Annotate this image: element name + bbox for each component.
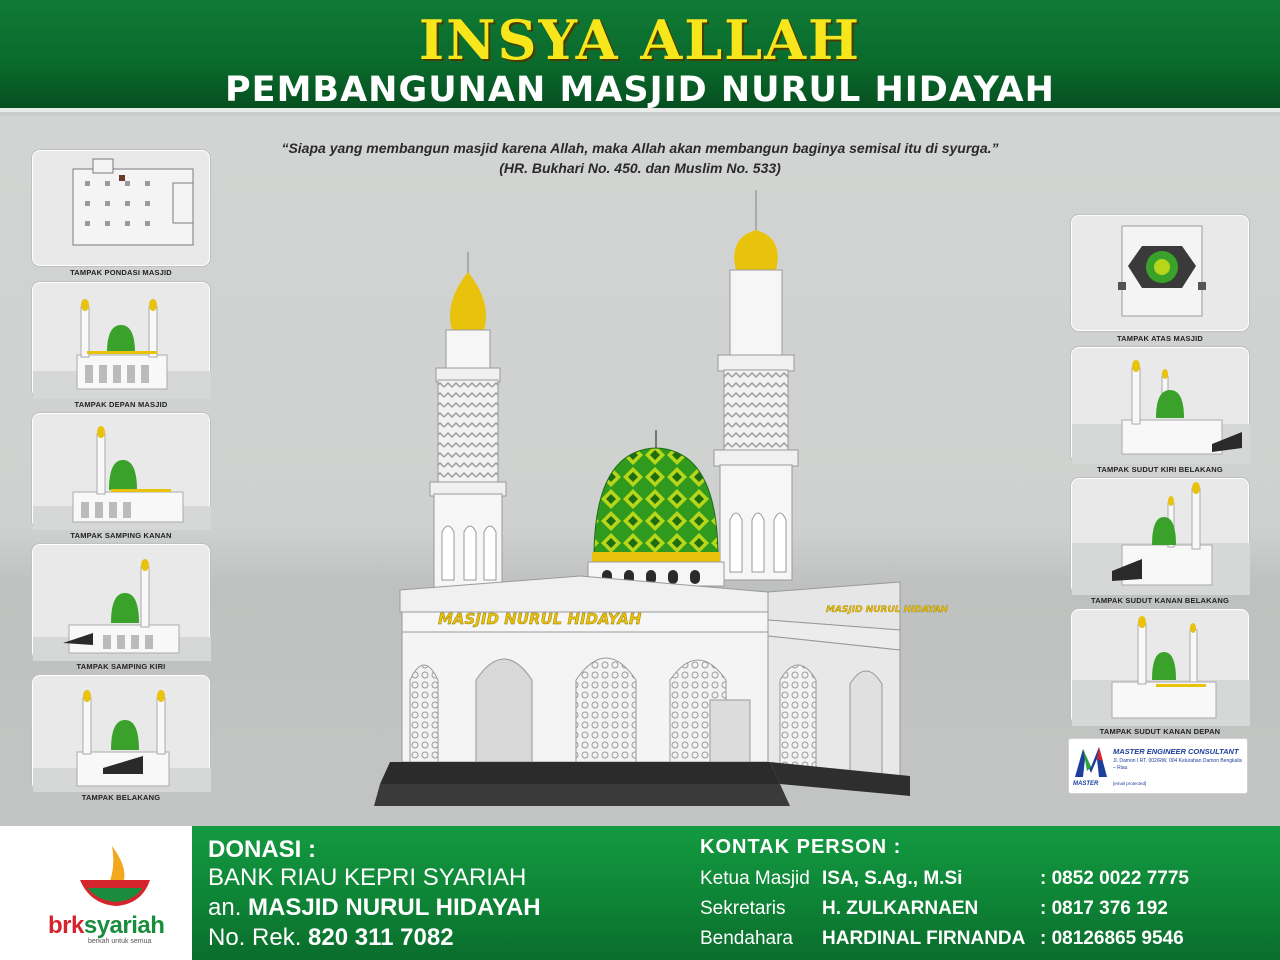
right-minaret (714, 190, 798, 580)
donation-account-name: MASJID NURUL HIDAYAH (248, 894, 541, 921)
view-thumbnail-left-side (32, 544, 210, 660)
caption-left-side: TAMPAK SAMPING KIRI (76, 662, 166, 671)
header-subtitle: PEMBANGUNAN MASJID NURUL HIDAYAH (225, 70, 1055, 110)
caption-back: TAMPAK BELAKANG (81, 793, 161, 802)
bank-logo-icon (0, 826, 192, 916)
contact-role-treasurer: Bendahara (700, 928, 793, 949)
contacts-title: KONTAK PERSON : (700, 836, 902, 858)
caption-right-side: TAMPAK SAMPING KANAN (70, 531, 172, 540)
donation-account-name-line (208, 894, 541, 922)
caption-right-back-corner: TAMPAK SUDUT KANAN BELAKANG (1090, 596, 1230, 605)
foundation-plan-drawing (33, 151, 211, 267)
view-thumbnail-foundation (32, 150, 210, 266)
consultant-tag: MASTER (1073, 781, 1099, 787)
view-thumbnail-front (32, 282, 210, 398)
donation-account-number-line (208, 924, 454, 952)
consultant-card (1068, 738, 1248, 794)
bank-logo-tagline: berkah untuk semua (88, 938, 152, 945)
header-banner (0, 0, 1280, 112)
bank-logo-brk: brk (48, 912, 84, 939)
top-view-drawing (1072, 216, 1250, 332)
donation-bank: BANK RIAU KEPRI SYARIAH (208, 864, 527, 891)
caption-right-front-corner: TAMPAK SUDUT KANAN DEPAN (1099, 727, 1221, 736)
contact-phone-secretary: : 0817 376 192 (1040, 898, 1168, 919)
view-thumbnail-left-back-corner (1071, 347, 1249, 463)
donation-rek-prefix: No. Rek. (208, 924, 302, 951)
front-sign: MASJID NURUL HIDAYAH (438, 610, 642, 628)
contact-role-secretary: Sekretaris (700, 898, 786, 919)
left-minaret (430, 252, 506, 594)
caption-left-back-corner: TAMPAK SUDUT KIRI BELAKANG (1097, 465, 1223, 474)
view-thumbnail-right-side (32, 413, 210, 529)
right-front-corner-drawing (1072, 610, 1250, 726)
right-back-corner-drawing (1072, 479, 1250, 595)
bank-logo-word (48, 912, 164, 940)
view-thumbnail-right-front-corner (1071, 609, 1249, 725)
contact-role-chair: Ketua Masjid (700, 868, 810, 889)
right-side-drawing (33, 414, 211, 530)
left-back-corner-drawing (1072, 348, 1250, 464)
consultant-address: Jl. Damon I RT. 002/RW. 004 Kelurahan Damon Bengkalis – Riau (1113, 758, 1243, 771)
mosque-main-illustration (380, 180, 949, 820)
consultant-name: MASTER ENGINEER CONSULTANT (1113, 747, 1239, 756)
caption-front: TAMPAK DEPAN MASJID (74, 400, 168, 409)
view-thumbnail-right-back-corner (1071, 478, 1249, 594)
left-side-drawing (33, 545, 211, 661)
view-thumbnail-back (32, 675, 210, 791)
mosque-dome (588, 430, 724, 586)
donation-title: DONASI : (208, 836, 316, 863)
hadith-source: (HR. Bukhari No. 450. dan Muslim No. 533) (499, 160, 781, 176)
consultant-email: [email protected] (1113, 781, 1147, 786)
donation-an-prefix: an. (208, 894, 242, 921)
contact-phone-chair: : 0852 0022 7775 (1040, 868, 1189, 889)
consultant-logo-icon (1073, 743, 1109, 779)
hadith-text: “Siapa yang membangun masjid karena Allah, maka Allah akan membangun baginya semisal itu di syurga.” (281, 140, 999, 156)
header-title: INSYA ALLAH (418, 8, 862, 72)
front-elevation-drawing (33, 283, 211, 399)
bank-logo-panel (0, 826, 192, 960)
back-elevation-drawing (33, 676, 211, 792)
view-thumbnail-top (1071, 215, 1249, 331)
contact-phone-treasurer: : 08126865 9546 (1040, 928, 1184, 949)
contact-name-chair: ISA, S.Ag., M.Si (822, 868, 963, 889)
contact-name-treasurer: HARDINAL FIRNANDA (822, 928, 1026, 949)
caption-foundation: TAMPAK PONDASI MASJID (70, 268, 172, 277)
contact-name-secretary: H. ZULKARNAEN (822, 898, 979, 919)
bank-logo-syariah: syariah (83, 912, 165, 939)
side-sign: MASJID NURUL HIDAYAH (826, 605, 949, 615)
donation-account-number: 820 311 7082 (308, 924, 454, 951)
caption-top: TAMPAK ATAS MASJID (1116, 334, 1204, 343)
